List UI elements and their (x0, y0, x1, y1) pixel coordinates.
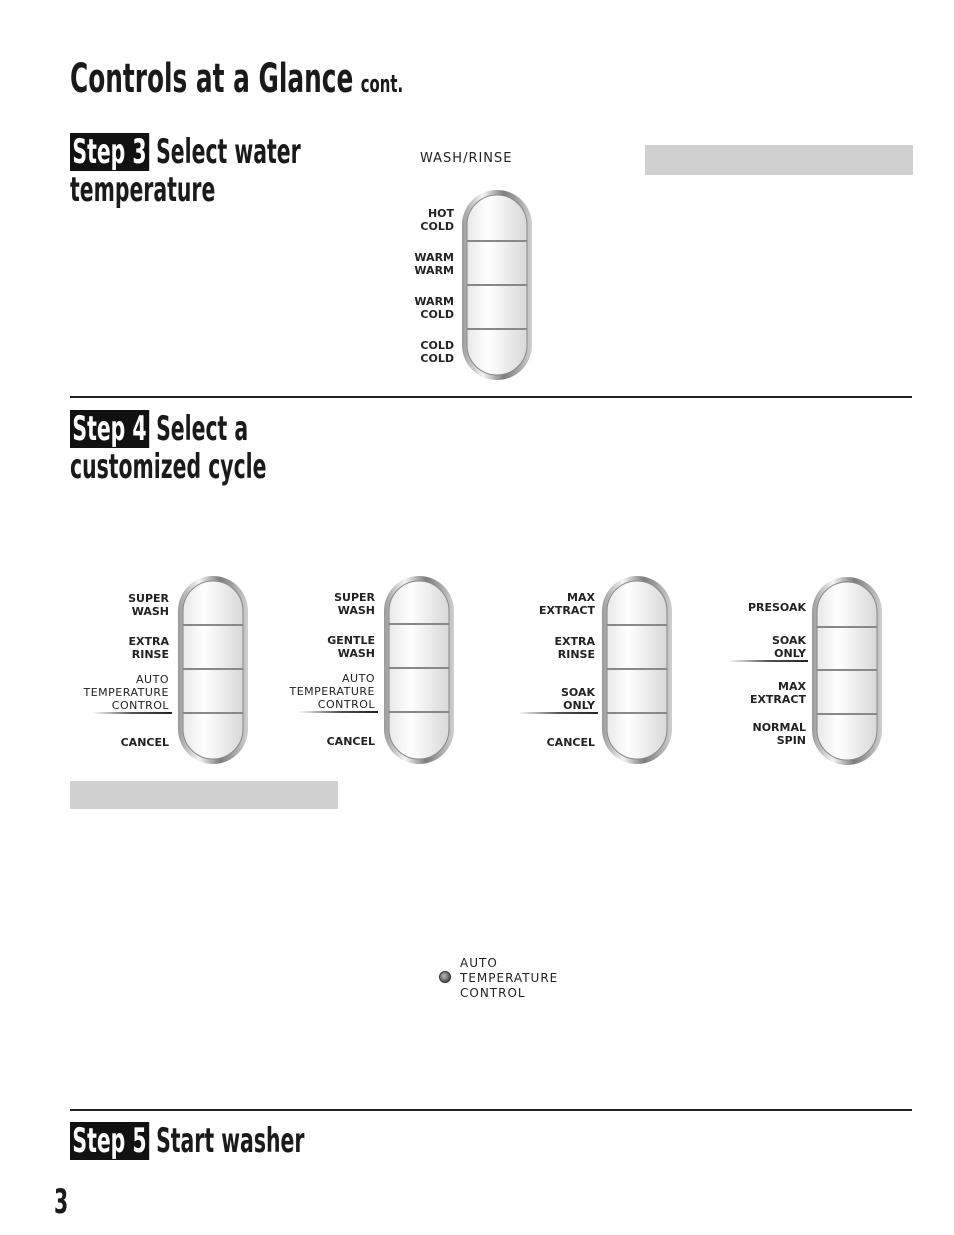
step3-heading-line2: temperature (70, 170, 216, 210)
panel4-presoak-button[interactable] (817, 582, 877, 627)
p1-label-4: CANCEL (120, 736, 169, 749)
indicator-led-icon (439, 971, 451, 983)
p2-label-2: GENTLE WASH (327, 634, 375, 660)
panel3-cancel-button[interactable] (607, 713, 667, 759)
p4-label-4: NORMAL SPIN (752, 721, 806, 747)
panel1-extra-rinse-button[interactable] (183, 625, 243, 669)
panel3-max-extract-button[interactable] (607, 581, 667, 625)
label-warm-cold: WARM COLD (414, 295, 454, 321)
page-number: 3 (54, 1182, 69, 1222)
panel2-cancel-button[interactable] (389, 712, 449, 759)
label-cold-cold: COLD COLD (420, 339, 454, 365)
step3-gray-bar (645, 145, 913, 175)
step3-heading (70, 133, 301, 209)
p2-label-3: AUTO TEMPERATURE CONTROL (289, 672, 375, 711)
p3-label-1: MAX EXTRACT (538, 591, 595, 617)
auto-temp-indicator-label: AUTO TEMPERATURE CONTROL (460, 956, 559, 1000)
warm-warm-button[interactable] (467, 241, 527, 285)
panel1-super-wash-button[interactable] (183, 581, 243, 625)
page-title (70, 56, 403, 102)
wash-rinse-title: WASH/RINSE (420, 151, 513, 166)
step4-heading-line1: Select a (156, 409, 249, 449)
wash-rinse-button-panel (460, 188, 536, 382)
step3-badge: Step 3 (70, 133, 149, 171)
panel3-soak-only-button[interactable] (607, 669, 667, 713)
panel2-super-wash-button[interactable] (389, 581, 449, 624)
panel1-cancel-button[interactable] (183, 713, 243, 759)
p3-label-2: EXTRA RINSE (554, 635, 595, 661)
p4-underline (728, 660, 808, 662)
warm-cold-button[interactable] (467, 285, 527, 329)
p2-label-1: SUPER WASH (334, 591, 375, 617)
cycle-panel-1 (176, 574, 252, 766)
step5-heading (70, 1122, 304, 1160)
page-title-text: Controls at a Glance (70, 56, 354, 102)
section-divider-1 (70, 396, 912, 398)
step4-gray-bar (70, 781, 338, 809)
p3-label-4: CANCEL (546, 736, 595, 749)
step5-heading-text: Start washer (156, 1121, 305, 1161)
cold-cold-button[interactable] (467, 329, 527, 375)
step4-badge: Step 4 (70, 410, 149, 448)
panel3-extra-rinse-button[interactable] (607, 625, 667, 669)
p2-label-4: CANCEL (326, 735, 375, 748)
p4-label-1: PRESOAK (747, 601, 806, 614)
page-title-suffix: cont. (360, 70, 404, 98)
p4-label-2: SOAK ONLY (771, 634, 806, 660)
label-warm-warm: WARM WARM (414, 251, 454, 277)
p1-label-3: AUTO TEMPERATURE CONTROL (83, 673, 169, 712)
panel4-max-extract-button[interactable] (817, 670, 877, 714)
p1-label-1: SUPER WASH (128, 592, 169, 618)
p3-underline (518, 712, 598, 714)
step3-heading-line1: Select water (156, 132, 301, 172)
step5-badge: Step 5 (70, 1122, 149, 1160)
cycle-panel-4 (810, 575, 886, 767)
section-divider-2 (70, 1109, 912, 1111)
panel4-soak-only-button[interactable] (817, 627, 877, 670)
panel2-auto-temp-button[interactable] (389, 668, 449, 712)
cycle-panel-3 (600, 574, 676, 766)
cycle-panel-2 (382, 574, 458, 766)
p3-label-3: SOAK ONLY (560, 686, 595, 712)
hot-cold-button[interactable] (467, 195, 527, 241)
step4-heading-line2: customized cycle (70, 447, 267, 487)
p4-label-3: MAX EXTRACT (749, 680, 806, 706)
panel1-auto-temp-button[interactable] (183, 669, 243, 713)
p1-underline (92, 712, 172, 714)
p1-label-2: EXTRA RINSE (128, 635, 169, 661)
step4-heading (70, 410, 267, 486)
panel4-normal-spin-button[interactable] (817, 714, 877, 760)
panel2-gentle-wash-button[interactable] (389, 624, 449, 668)
label-hot-cold: HOT COLD (420, 207, 454, 233)
p2-underline (298, 711, 378, 713)
